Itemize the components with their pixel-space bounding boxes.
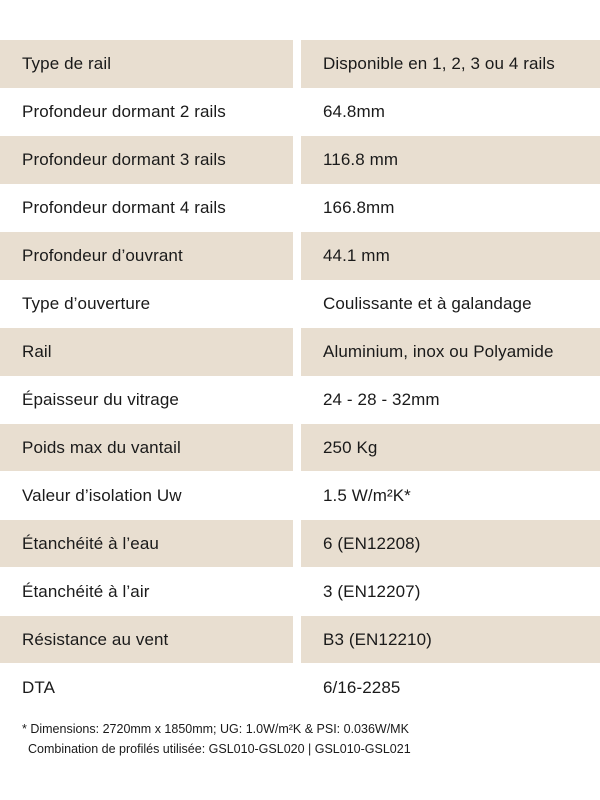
table-row — [0, 136, 600, 184]
table-row — [0, 280, 600, 328]
row-value: Coulissante et à galandage — [323, 293, 532, 313]
row-value: 1.5 W/m²K* — [323, 485, 411, 505]
table-row — [0, 376, 600, 424]
table-row — [0, 88, 600, 136]
footnote — [22, 719, 411, 759]
table-row — [0, 40, 600, 88]
row-label: Rail — [0, 328, 293, 376]
row-label: Profondeur dormant 3 rails — [0, 136, 293, 184]
table-row — [0, 184, 600, 232]
row-value: 6 (EN12208) — [301, 520, 600, 568]
row-label: DTA — [22, 677, 56, 697]
footnote-dimensions: * Dimensions: 2720mm x 1850mm; UG: 1.0W/m²K & PSI: 0.036W/MK — [22, 722, 409, 736]
row-value: 64.8mm — [323, 101, 386, 121]
row-value: B3 (EN12210) — [301, 616, 600, 664]
row-value: 250 Kg — [301, 424, 600, 472]
row-label: Profondeur dormant 4 rails — [22, 197, 226, 217]
row-value: 44.1 mm — [301, 232, 600, 280]
row-label: Épaisseur du vitrage — [22, 389, 179, 409]
row-label: Étanchéité à l’air — [22, 581, 150, 601]
table-row — [0, 568, 600, 616]
spec-table — [0, 40, 600, 712]
table-row — [0, 232, 600, 280]
row-value: 6/16-2285 — [323, 677, 401, 697]
row-value: 166.8mm — [323, 197, 395, 217]
row-label: Résistance au vent — [0, 616, 293, 664]
table-row — [0, 328, 600, 376]
footnote-profiles: Combination de profilés utilisée: GSL010-GSL020 | GSL010-GSL021 — [28, 742, 411, 756]
row-value: 116.8 mm — [301, 136, 600, 184]
table-row — [0, 616, 600, 664]
row-label: Type d’ouverture — [22, 293, 151, 313]
row-value: Aluminium, inox ou Polyamide — [301, 328, 600, 376]
row-label: Profondeur d’ouvrant — [0, 232, 293, 280]
table-row — [0, 664, 600, 712]
row-value: Disponible en 1, 2, 3 ou 4 rails — [301, 40, 600, 88]
table-row — [0, 472, 600, 520]
table-row — [0, 520, 600, 568]
row-label: Profondeur dormant 2 rails — [22, 101, 226, 121]
row-value: 24 - 28 - 32mm — [323, 389, 440, 409]
row-value: 3 (EN12207) — [323, 581, 421, 601]
row-label: Type de rail — [0, 40, 293, 88]
row-label: Valeur d’isolation Uw — [22, 485, 182, 505]
row-label: Étanchéité à l’eau — [0, 520, 293, 568]
table-row — [0, 424, 600, 472]
row-label: Poids max du vantail — [0, 424, 293, 472]
